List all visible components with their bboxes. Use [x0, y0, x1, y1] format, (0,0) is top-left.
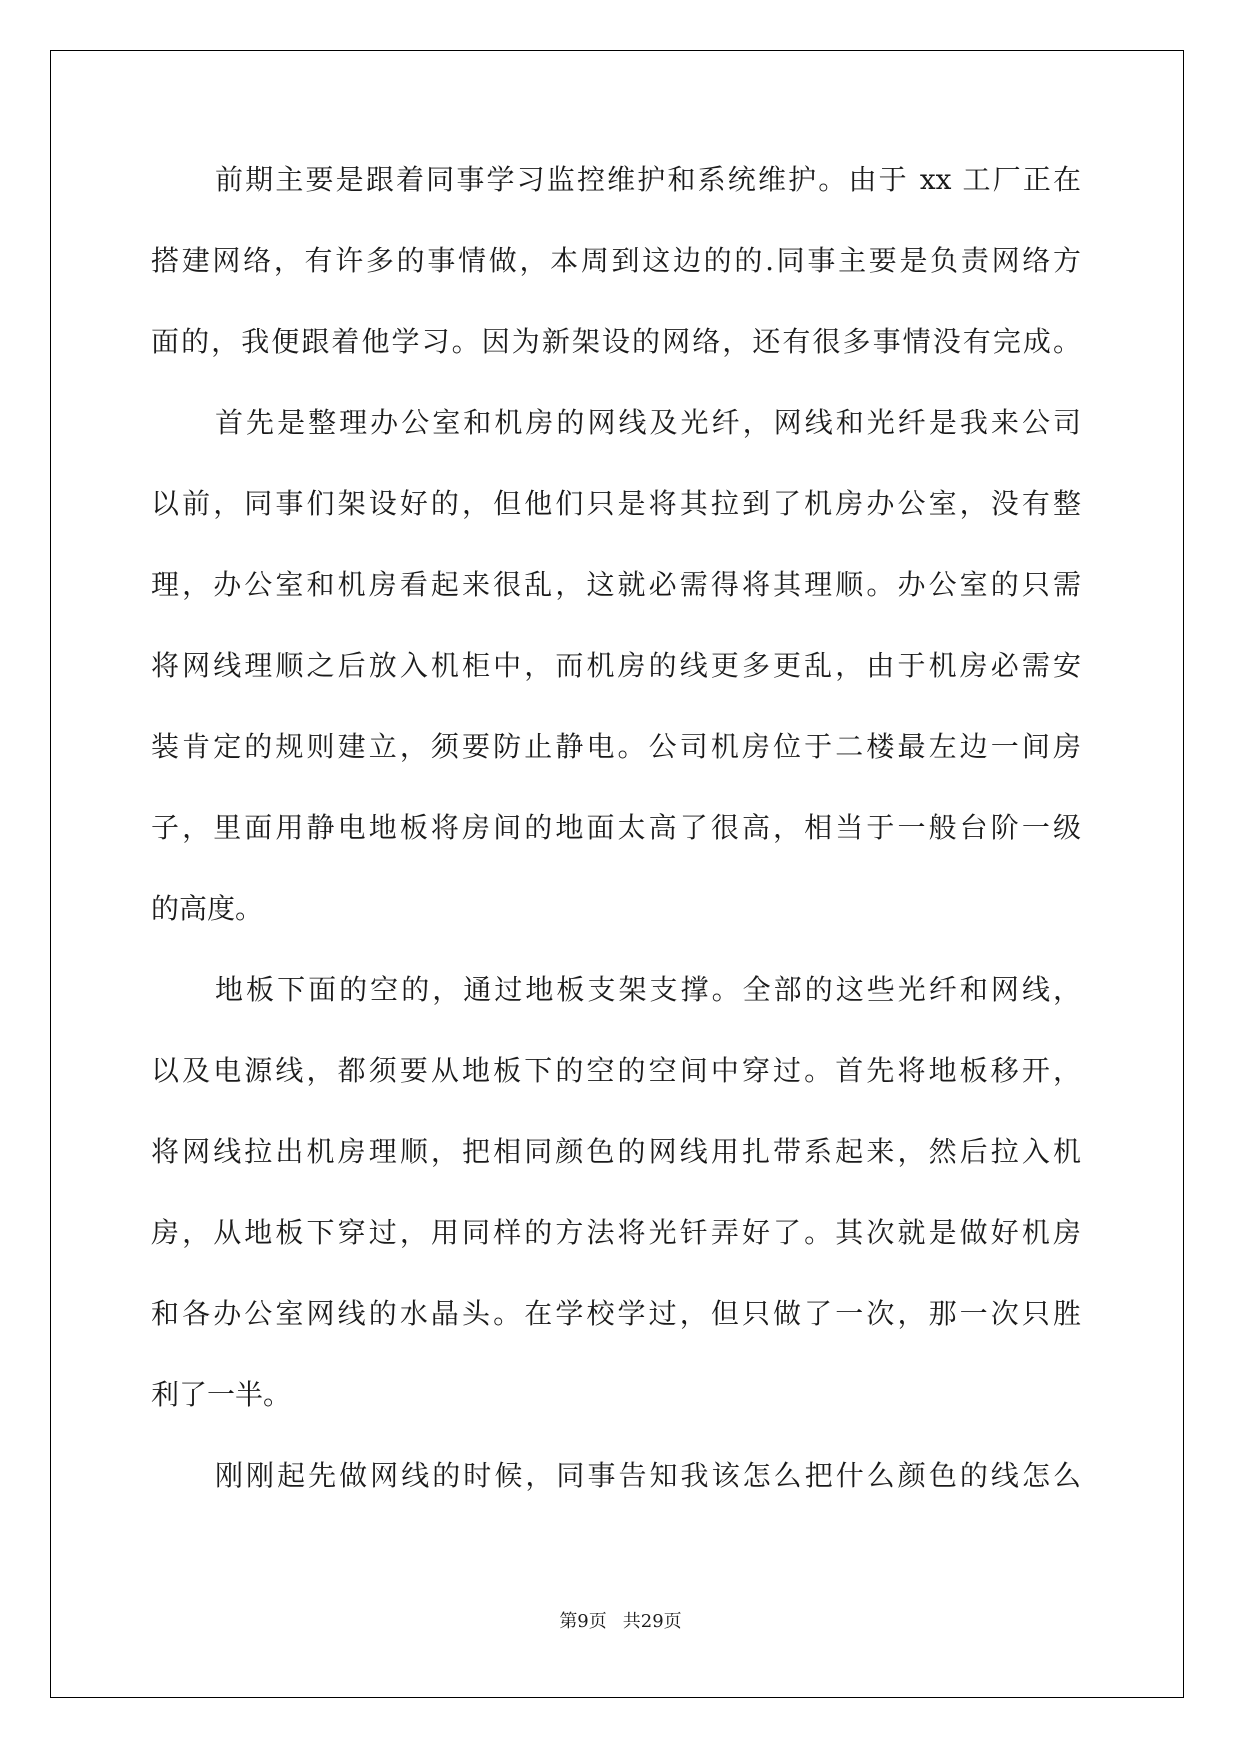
- paragraph: [151, 160, 1081, 403]
- text-line: 面的，我便跟着他学习。因为新架设的网络，还有很多事情没有完成。: [151, 325, 1081, 358]
- text-line: 和各办公室网线的水晶头。在学校学过，但只做了一次，那一次只胜: [151, 1297, 1081, 1330]
- page-total: 共29页: [622, 1611, 682, 1632]
- paragraph: [151, 1456, 1081, 1537]
- text-line: 搭建网络，有许多的事情做，本周到这边的的.同事主要是负责网络方: [151, 244, 1081, 277]
- text-line: 首先是整理办公室和机房的网线及光纤，网线和光纤是我来公司: [215, 406, 1081, 439]
- text-line: 将网线理顺之后放入机柜中，而机房的线更多更乱，由于机房必需安: [151, 649, 1081, 682]
- text-line: 利了一半。: [151, 1378, 292, 1411]
- text-line: 房，从地板下穿过，用同样的方法将光钎弄好了。其次就是做好机房: [151, 1216, 1081, 1249]
- text-line: 理，办公室和机房看起来很乱，这就必需得将其理顺。办公室的只需: [151, 568, 1081, 601]
- text-line: 地板下面的空的，通过地板支架支撑。全部的这些光纤和网线，: [215, 973, 1081, 1006]
- text-line: 前期主要是跟着同事学习监控维护和系统维护。由于 xx 工厂正在: [215, 163, 1081, 196]
- text-line: 以及电源线，都须要从地板下的空的空间中穿过。首先将地板移开，: [151, 1054, 1081, 1087]
- text-line: 以前，同事们架设好的，但他们只是将其拉到了机房办公室，没有整: [151, 487, 1081, 520]
- text-line: 子，里面用静电地板将房间的地面太高了很高，相当于一般台阶一级: [151, 811, 1081, 844]
- paragraph: [151, 403, 1081, 970]
- text-line: 刚刚起先做网线的时候，同事告知我该怎么把什么颜色的线怎么: [215, 1459, 1081, 1492]
- document-body: [151, 160, 1081, 1537]
- text-line: 的高度。: [151, 892, 264, 925]
- text-line: 将网线拉出机房理顺，把相同颜色的网线用扎带系起来，然后拉入机: [151, 1135, 1081, 1168]
- text-line: 装肯定的规则建立，须要防止静电。公司机房位于二楼最左边一间房: [151, 730, 1081, 763]
- page-footer: [0, 1607, 1241, 1633]
- paragraph: [151, 970, 1081, 1456]
- page-number: 第9页: [559, 1611, 607, 1632]
